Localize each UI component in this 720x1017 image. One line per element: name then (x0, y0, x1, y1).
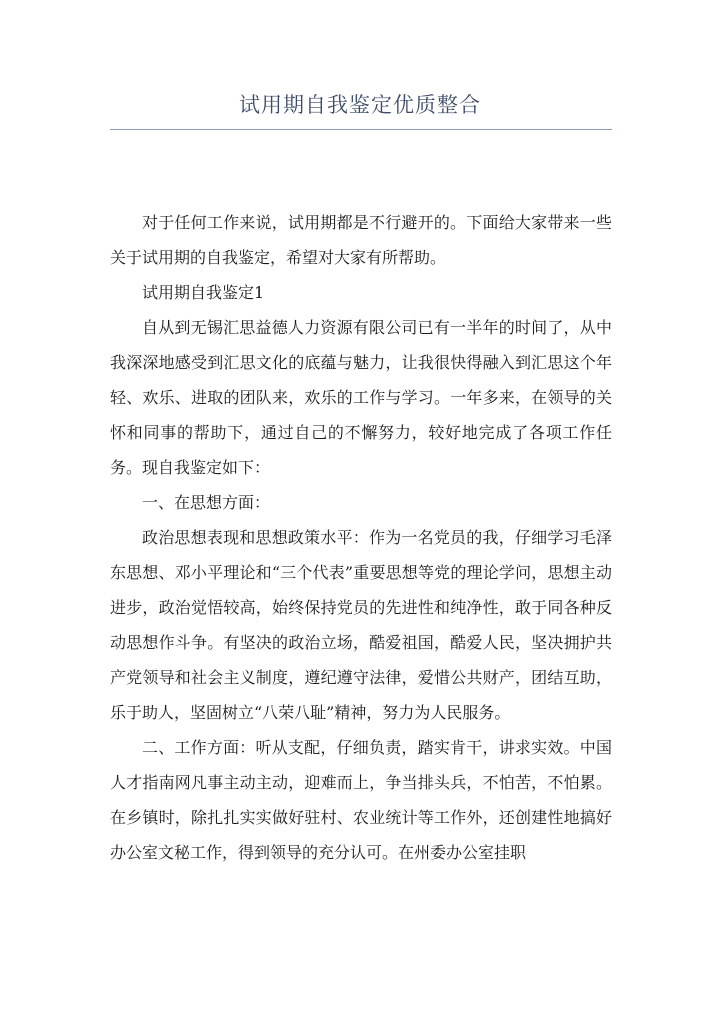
subsection-heading: 一、在思想方面： (142, 493, 271, 512)
body-paragraph: 二、工作方面：听从支配，仔细负责，踏实肯干，讲求实效。中国人才指南网凡事主动主动，迎难而上，争当排头兵，不怕苦，不怕累。在乡镇时，除扎扎实实做好驻村、农业统计等工作外，还创建性地搞好办公室文秘工作，得到领导的充分认可。在州委办公室挂职 (110, 738, 612, 862)
title-divider (110, 129, 612, 130)
document-title: 试用期自我鉴定优质整合 (239, 93, 481, 117)
section-heading: 试用期自我鉴定1 (142, 283, 265, 302)
intro-paragraph: 对于任何工作来说，试用期都是不行避开的。下面给大家带来一些关于试用期的自我鉴定，希望对大家有所帮助。 (110, 213, 612, 267)
body-paragraph: 政治思想表现和思想政策水平：作为一名党员的我，仔细学习毛泽东思想、邓小平理论和“三个代表”重要思想等党的理论学问，思想主动进步，政治觉悟较高，始终保持党员的先进性和纯净性，敢于同各种反动思想作斗争。有坚决的政治立场，酷爱祖国，酷爱人民，坚决拥护共产党领导和社会主义制度，遵纪遵守法律，爱惜公共财产，团结互助，乐于助人，坚固树立“八荣八耻”精神，努力为人民服务。 (110, 528, 612, 722)
body-paragraph: 自从到无锡汇思益德人力资源有限公司已有一半年的时间了，从中我深深地感受到汇思文化的底蕴与魅力，让我很快得融入到汇思这个年轻、欢乐、进取的团队来，欢乐的工作与学习。一年多来，在领导的关怀和同事的帮助下，通过自己的不懈努力，较好地完成了各项工作任务。现自我鉴定如下： (110, 318, 612, 477)
document-body (110, 205, 612, 870)
